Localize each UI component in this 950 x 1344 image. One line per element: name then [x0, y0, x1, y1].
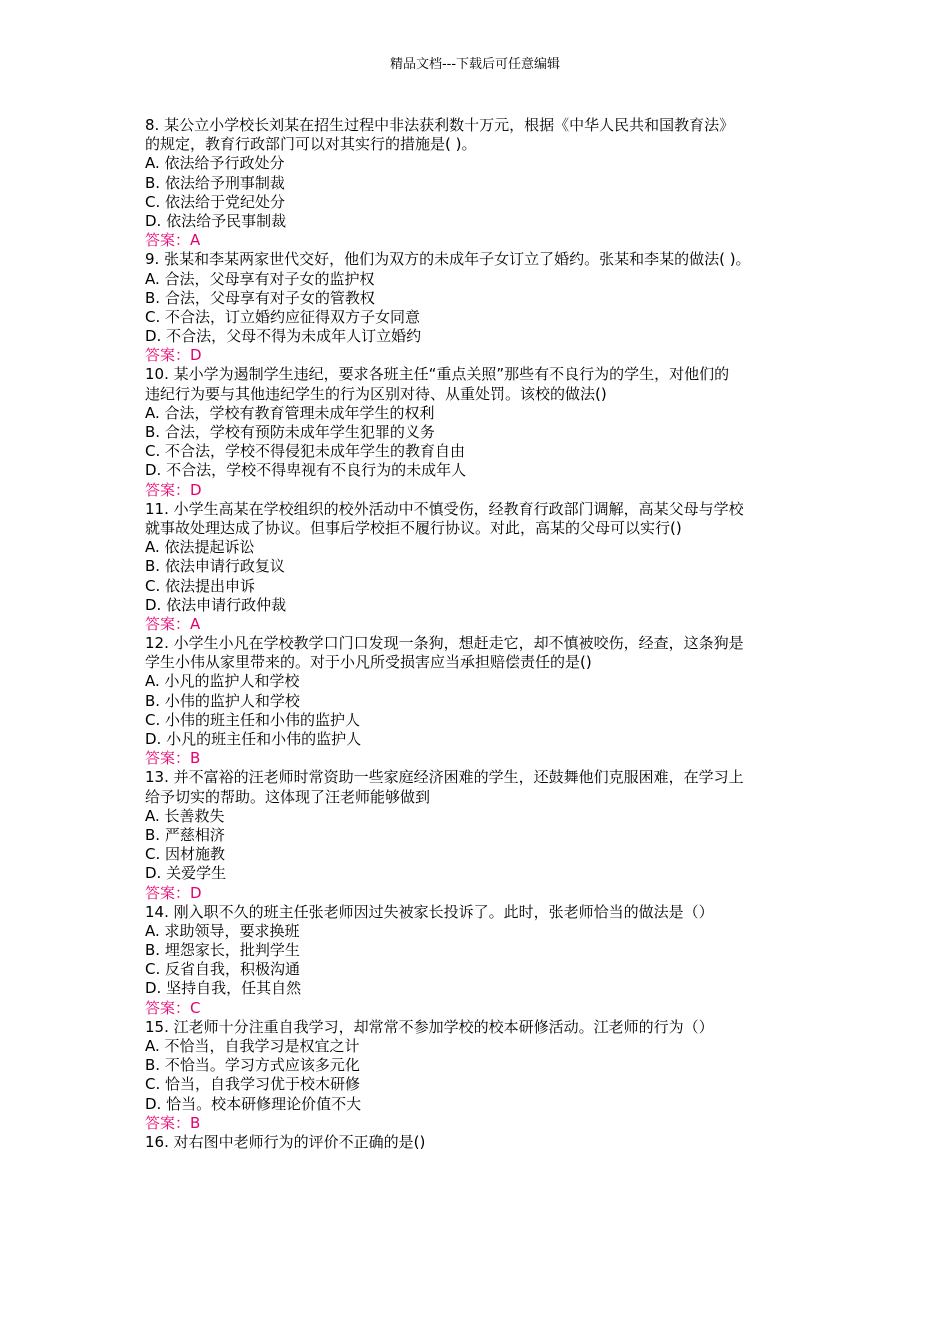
question-block — [145, 365, 835, 499]
question-block — [145, 250, 835, 365]
question-stem-line: 16. 对右图中老师行为的评价不正确的是() — [145, 1132, 426, 1151]
question-stem-line: 10. 某小学为遏制学生违纪，要求各班主任“重点关照”那些有不良行为的学生，对他们的 — [145, 365, 730, 384]
answer-key: 答案：B — [145, 749, 201, 768]
answer-option: D. 依法申请行政仲裁 — [145, 595, 287, 614]
question-stem-line: 9. 张某和李某两家世代交好，他们为双方的未成年子女订立了婚约。张某和李某的做法( )。 — [145, 250, 751, 269]
answer-option: D. 不合法，父母不得为未成年人订立婚约 — [145, 327, 422, 346]
question-stem-line: 违纪行为要与其他违纪学生的行为区别对待、从重处罚。该校的做法() — [145, 384, 607, 403]
answer-key: 答案：C — [145, 998, 201, 1017]
question-stem-line: 学生小伟从家里带来的。对于小凡所受损害应当承担赔偿责任的是() — [145, 653, 592, 672]
answer-key: 答案：A — [145, 231, 201, 250]
answer-option: A. 合法，父母享有对子女的监护权 — [145, 269, 375, 288]
answer-option: B. 依法申请行政复议 — [145, 557, 285, 576]
page-header: 精品文档---下载后可任意编辑 — [389, 57, 561, 72]
answer-key: 答案：A — [145, 614, 201, 633]
answer-option: A. 小凡的监护人和学校 — [145, 672, 300, 691]
answer-option: A. 合法，学校有教育管理未成年学生的权利 — [145, 403, 435, 422]
question-stem-line: 8. 某公立小学校长刘某在招生过程中非法获利数十万元，根据《中华人民共和国教育法》 — [145, 116, 735, 134]
answer-option: B. 埋怨家长，批判学生 — [145, 941, 300, 960]
answer-option: D. 恰当。校本研修理论价值不大 — [145, 1094, 362, 1113]
answer-option: C. 因材施教 — [145, 845, 226, 864]
answer-option: B. 不恰当。学习方式应该多元化 — [145, 1056, 360, 1075]
question-block — [145, 500, 835, 634]
answer-option: A. 长善救失 — [145, 806, 225, 825]
answer-key: 答案：D — [145, 480, 202, 499]
answer-option: B. 合法，父母享有对子女的管教权 — [145, 288, 375, 307]
question-stem-line: 的规定，教育行政部门可以对其实行的措施是( )。 — [145, 135, 477, 154]
question-block — [145, 768, 835, 902]
question-block — [145, 1133, 835, 1152]
answer-option: B. 小伟的监护人和学校 — [145, 691, 300, 710]
answer-option: A. 依法提起诉讼 — [145, 538, 255, 557]
answer-option: C. 不合法，订立婚约应征得双方子女同意 — [145, 307, 421, 326]
answer-key: 答案：B — [145, 1113, 201, 1132]
answer-option: C. 恰当，自我学习优于校木研修 — [145, 1075, 361, 1094]
question-list — [145, 116, 835, 1152]
question-stem-line: 14. 刚入职不久的班主任张老师因过失被家长投诉了。此时，张老师恰当的做法是（） — [145, 902, 714, 921]
answer-option: A. 依法给予行政处分 — [145, 154, 285, 173]
answer-option: A. 求助领导，要求换班 — [145, 921, 300, 940]
answer-option: B. 严慈相济 — [145, 825, 225, 844]
answer-key: 答案：D — [145, 883, 202, 902]
answer-option: D. 依法给予民事制裁 — [145, 211, 287, 230]
answer-option: B. 依法给予刑事制裁 — [145, 173, 285, 192]
question-block — [145, 116, 835, 250]
question-stem-line: 15. 江老师十分注重自我学习，却常常不参加学校的校本研修活动。江老师的行为（） — [145, 1017, 714, 1036]
answer-option: A. 不恰当，自我学习是权宜之计 — [145, 1037, 360, 1055]
answer-option: C. 反省自我，积极沟通 — [145, 960, 301, 979]
question-block — [145, 634, 835, 768]
answer-option: C. 依法提出申诉 — [145, 576, 256, 595]
answer-option: D. 坚持自我，任其自然 — [145, 979, 302, 998]
question-block — [145, 1018, 835, 1133]
answer-option: C. 不合法，学校不得侵犯未成年学生的教育自由 — [145, 442, 466, 461]
answer-option: D. 小凡的班主任和小伟的监护人 — [145, 730, 362, 748]
answer-key: 答案：D — [145, 346, 202, 365]
question-stem-line: 12. 小学生小凡在学校教学口门口发现一条狗，想赶走它，却不慎被咬伤，经查，这条狗是 — [145, 634, 744, 653]
answer-option: D. 关爱学生 — [145, 864, 227, 883]
question-stem-line: 给予切实的帮助。这体现了汪老师能够做到 — [145, 787, 431, 806]
answer-option: B. 合法，学校有预防未成年学生犯罪的义务 — [145, 423, 435, 441]
answer-option: C. 依法给于党纪处分 — [145, 192, 286, 211]
question-stem-line: 11. 小学生高某在学校组织的校外活动中不慎受伤，经教育行政部门调解，高某父母与学校 — [145, 499, 744, 518]
answer-option: D. 不合法，学校不得卑视有不良行为的未成年人 — [145, 461, 467, 480]
question-block — [145, 903, 835, 1018]
answer-option: C. 小伟的班主任和小伟的监护人 — [145, 710, 361, 729]
question-stem-line: 就事故处理达成了协议。但事后学校拒不履行协议。对此，高某的父母可以实行() — [145, 518, 682, 537]
question-stem-line: 13. 并不富裕的汪老师时常资助一些家庭经济困难的学生，还鼓舞他们克服困难，在学习上 — [145, 768, 744, 787]
